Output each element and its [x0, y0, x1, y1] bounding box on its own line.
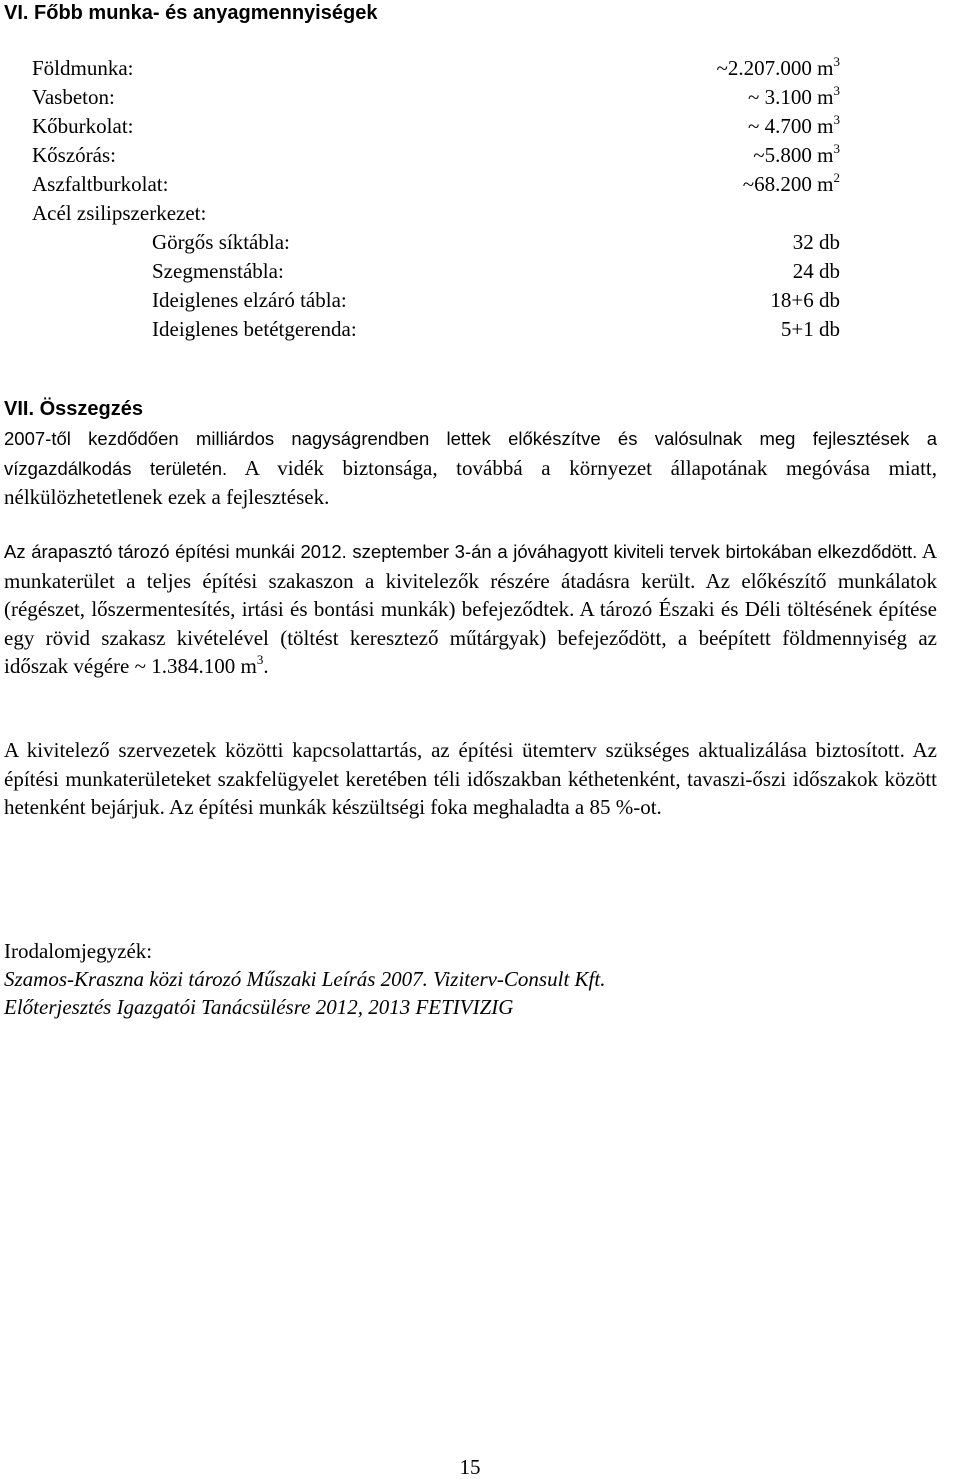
summary-paragraph-2 [4, 537, 937, 681]
reference-item: Előterjesztés Igazgatói Tanácsülésre 2012, 2013 FETIVIZIG [4, 995, 514, 1019]
summary-paragraph-3: A kivitelező szervezetek közötti kapcsolattartás, az építési ütemterv szükséges aktualizálása biztosított. Az építési munkaterületeket szakfelügyelet keretében téli időszakban kéthetenként, tavaszi-őszi időszakok között hetenként bejárjuk. Az építési munkák készültségi foka meghaladta a 85 %-ot. [4, 738, 937, 819]
quantity-label: Ideiglenes elzáró tábla: [152, 288, 347, 312]
summary-paragraph-1 [4, 424, 937, 512]
quantity-value: 18+6 db [770, 288, 840, 312]
quantity-value: 24 db [792, 259, 840, 283]
quantity-row [32, 199, 840, 228]
quantity-row [32, 170, 840, 199]
quantity-row [32, 257, 840, 286]
quantity-value: ~ 3.100 $m^3$ [748, 83, 840, 109]
section-7-heading: VII. Összegzés [4, 398, 143, 420]
quantity-label: Földmunka: [32, 56, 134, 80]
quantity-label: Ideiglenes betétgerenda: [152, 317, 357, 341]
quantity-row [32, 315, 840, 344]
quantity-label: Acél zsilipszerkezet: [32, 201, 207, 225]
reference-item: Szamos-Kraszna közi tározó Műszaki Leírás 2007. Viziterv-Consult Kft. [4, 967, 606, 991]
quantity-label: Aszfaltburkolat: [32, 172, 169, 196]
paragraph-end: . [263, 654, 269, 678]
quantities-table [32, 54, 840, 344]
quantity-value: ~5.800 $m^3$ [753, 141, 840, 167]
quantity-label: Kőszórás: [32, 143, 116, 167]
paragraph-serif-text: A vidék biztonsága, továbbá a környezet állapotának megóvása miatt, nélkülözhetetlenek ezek a fejlesztések. [4, 455, 938, 509]
quantity-label: Szegmenstábla: [152, 259, 284, 283]
references-title: Irodalomjegyzék: [4, 939, 153, 963]
quantity-label: Görgős síktábla: [152, 230, 290, 254]
quantity-row [32, 286, 840, 315]
paragraph-serif-text: A munkaterület a teljes építési szakaszon a kivitelezők részére átadásra került. Az előkészítő munkálatok (régészet, lőszermentesítés, irtási és bontási munkák) befejeződtek. A tározó Északi és Déli töltésének építése egy rövid szakasz kivételével (töltést keresztező műtárgyak) befejeződött, a beépített földmennyiség az időszak végére ~ 1.384.100 m [4, 539, 937, 678]
page-number: 15 [459, 1455, 481, 1479]
superscript: 3 [256, 652, 264, 667]
quantity-label: Vasbeton: [32, 85, 115, 109]
paragraph-sans-text: Az árapasztó tározó építési munkái 2012. szeptember 3-án a jóváhagyott kiviteli tervek birtokában elkezdődött. [4, 541, 918, 562]
quantity-value: 5+1 db [780, 317, 840, 341]
section-6-heading: VI. Főbb munka- és anyagmennyiségek [4, 2, 378, 24]
quantity-value: ~2.207.000 $m^3$ [716, 54, 840, 80]
quantity-label: Kőburkolat: [32, 114, 134, 138]
quantity-row [32, 141, 840, 170]
quantity-row [32, 83, 840, 112]
quantity-value: 32 db [792, 230, 840, 254]
quantity-row [32, 54, 840, 83]
quantity-value: ~ 4.700 $m^3$ [748, 112, 840, 138]
paragraph-sans-text: 2007-től kezdődően milliárdos nagyságrendben lettek előkészítve és valósulnak meg fejlesztések a vízgazdálkodás területén. [4, 428, 937, 479]
references [4, 937, 605, 1021]
quantity-value: ~68.200 $m^2$ [742, 170, 840, 196]
quantity-row [32, 228, 840, 257]
quantity-row [32, 112, 840, 141]
